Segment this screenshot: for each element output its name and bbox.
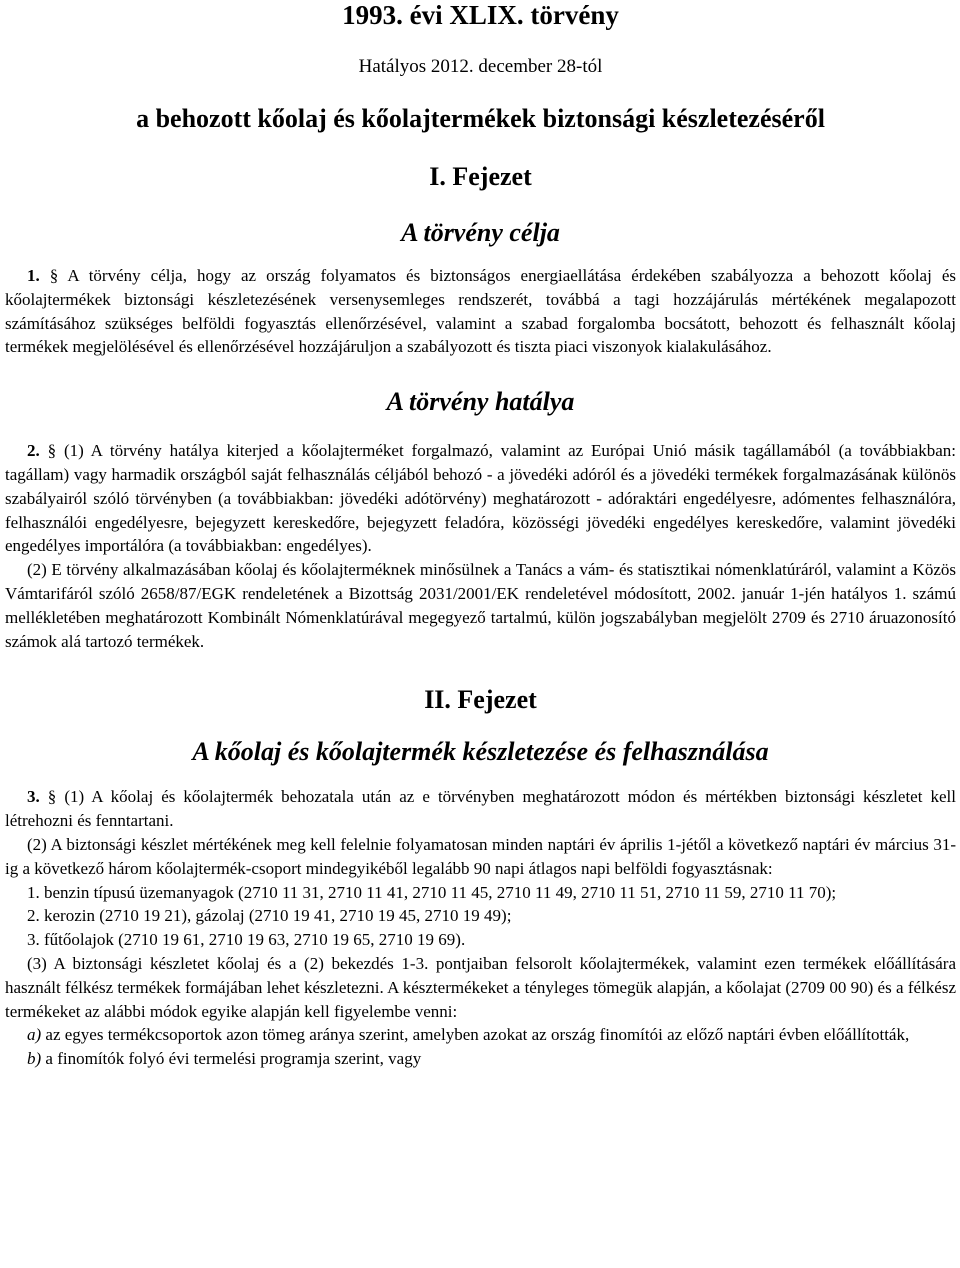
section-1-number: 1. (27, 266, 40, 285)
section-3-paragraph-1 (5, 785, 956, 833)
section-3-paragraph-3: (3) A biztonsági készletet kőolaj és a (2) bekezdés 1-3. pontjaiban felsorolt kőolajtermékek, valamint ezen termékek előállítására használt félkész termékek formájában lehet készletezni. A késztermékeket a tényleges tömegük alapján, a kőolajat (2709 00 90) és a félkész termékeket az alábbi módok egyike alapján kell figyelembe venni: (5, 953, 956, 1021)
list-item: 3. fűtőolajok (2710 19 61, 2710 19 63, 2710 19 65, 2710 19 69). (27, 930, 466, 950)
list-item: 1. benzin típusú üzemanyagok (2710 11 31, 2710 11 41, 2710 11 45, 2710 11 49, 2710 11 51, 2710 11 59, 2710 11 70); (27, 882, 837, 902)
point-b-text: a finomítók folyó évi termelési programja szerint, vagy (41, 1049, 422, 1069)
section-3-paragraph-2: (2) A biztonsági készlet mértékének meg kell felelnie folyamatosan minden naptári év április 1-jétől a következő naptári év március 31-ig a következő három kőolajtermék-csoport mindegyikéből legalább 90 napi átlagos napi belföldi fogyasztásnak: (5, 834, 956, 878)
section-1-paragraph (5, 264, 956, 359)
section-2-number: 2. (27, 441, 40, 461)
section-3-text-1: § (1) A kőolaj és kőolajtermék behozatala után az e törvényben meghatározott módon és mértékben biztonsági készletet kell létrehozni és fenntartani. (5, 787, 956, 831)
section-2-paragraph-2: (2) E törvény alkalmazásában kőolaj és kőolajterméknek minősülnek a Tanács a vám- és statisztikai nómenklatúráról, valamint a Közös Vámtarifáról szóló 2658/87/EGK rendeletének a Bizottság 2031/2001/EK rendeletével módosított, 2002. január 1-jén hatályos 1. számú mellékletében meghatározott Kombinált Nómenklatúrával megegyező tartalmú, külön jogszabályban megjelölt 2709 és 2710 áruazonosító számok alá tartozó termékek. (5, 560, 956, 651)
chapter-2-title: II. Fejezet (424, 685, 537, 715)
chapter-1-title: I. Fejezet (429, 162, 532, 191)
section-heading-purpose: A törvény célja (401, 218, 560, 247)
list-item: 2. kerozin (2710 19 21), gázolaj (2710 19 41, 2710 19 45, 2710 19 49); (27, 906, 512, 926)
section-3-number: 3. (27, 787, 40, 807)
section-2-paragraph-1 (5, 439, 956, 558)
law-title: 1993. évi XLIX. törvény (342, 0, 619, 30)
point-b-label: b) (27, 1049, 42, 1069)
section-2-text-1: § (1) A törvény hatálya kiterjed a kőolajterméket forgalmazó, valamint az Európai Unió másik tagállamából (a továbbiakban: tagállam) vagy harmadik országból saját felhasználás céljából behozó - a jövedéki adóról és a jövedéki termékek forgalmazásának különös szabályairól szóló törvényben (a továbbiakban: jövedéki adótörvény) meghatározott - adóraktári engedélyesre, adómentes felhasználóra, felhasználói engedélyesre, bejegyzett kereskedőre, bejegyzett feladóra, közösségi jövedéki engedélyes kereskedőre, valamint jövedéki engedélyes importálóra (a továbbiakban: engedélyes). (5, 441, 956, 556)
chapter-2-heading: A kőolaj és kőolajtermék készletezése és felhasználása (192, 737, 769, 767)
point-a (5, 1023, 956, 1047)
point-a-label: a) (27, 1025, 42, 1045)
point-b (5, 1047, 956, 1071)
law-subtitle: a behozott kőolaj és kőolajtermékek biztonsági készletezéséről (136, 104, 825, 133)
section-1-text: § A törvény célja, hogy az ország folyamatos és biztonságos energiaellátása érdekében szabályozza a behozott kőolaj és kőolajtermékek biztonsági készletezésének versenysemleges rendszerét, továbbá a tagi hozzájárulás mértékének megalapozott számításához szükséges belföldi fogyasztás ellenőrzésével, valamint a szabad forgalomba bocsátott, behozott és felhasznált kőolaj termékek megjelölésével és ellenőrzésével hozzájáruljon a szabályozott és tiszta piaci viszonyok kialakulásához. (5, 266, 956, 357)
point-a-text: az egyes termékcsoportok azon tömeg aránya szerint, amelyben azokat az ország finomítói az előző naptári évben előállították, (41, 1025, 910, 1045)
effective-date: Hatályos 2012. december 28-tól (358, 56, 603, 77)
section-heading-scope: A törvény hatálya (386, 387, 575, 417)
